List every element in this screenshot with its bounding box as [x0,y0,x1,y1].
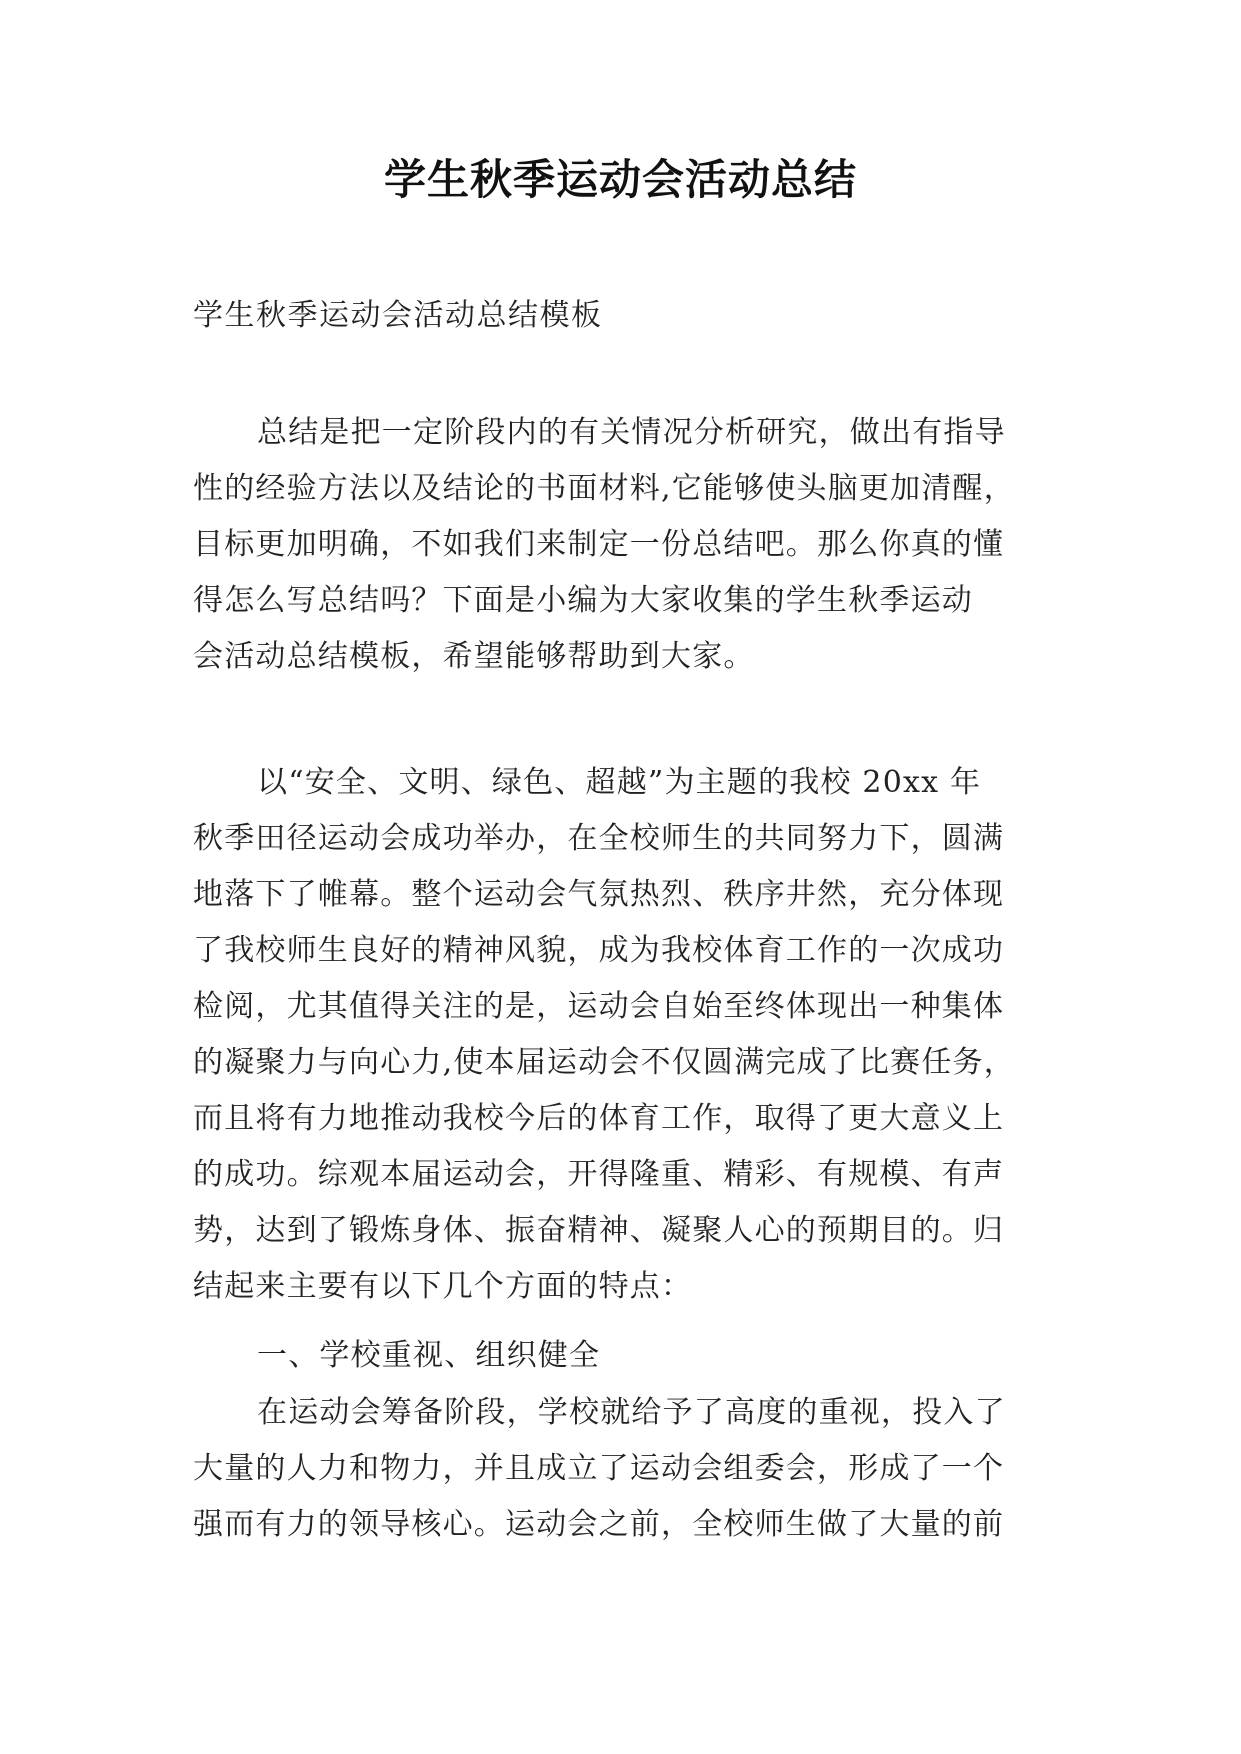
paragraph-section-body [193,1385,1053,1553]
document-title: 学生秋季运动会活动总结 [383,155,857,204]
paragraph-line: 在运动会筹备阶段，学校就给予了高度的重视，投入了 [257,1395,1006,1430]
paragraph-line: 大量的人力和物力，并且成立了运动会组委会，形成了一个 [193,1451,1005,1486]
paragraph-line: 强而有力的领导核心。运动会之前，全校师生做了大量的前 [193,1507,1005,1542]
paragraph-line: 的成功。综观本届运动会，开得隆重、精彩、有规模、有声 [193,1157,1005,1192]
section-heading-text: 一、学校重视、组织健全 [257,1338,601,1373]
paragraph-overview [193,755,1053,1315]
paragraph-line: 地落下了帷幕。整个运动会气氛热烈、秩序井然，充分体现 [193,877,1005,912]
section-heading [193,1328,1053,1384]
paragraph-line: 会活动总结模板，希望能够帮助到大家。 [193,639,755,674]
paragraph-line: 得怎么写总结吗？下面是小编为大家收集的学生秋季运动 [193,583,973,618]
paragraph-line: 目标更加明确，不如我们来制定一份总结吧。那么你真的懂 [193,527,1005,562]
paragraph-line: 而且将有力地推动我校今后的体育工作，取得了更大意义上 [193,1101,1005,1136]
paragraph-line: 性的经验方法以及结论的书面材料,它能够使头脑更加清醒， [193,471,1015,506]
paragraph-line: 的凝聚力与向心力,使本届运动会不仅圆满完成了比赛任务， [193,1045,1015,1080]
paragraph-line: 总结是把一定阶段内的有关情况分析研究，做出有指导 [257,415,1006,450]
paragraph-line: 秋季田径运动会成功举办，在全校师生的共同努力下，圆满 [193,821,1005,856]
paragraph-line: 检阅，尤其值得关注的是，运动会自始至终体现出一种集体 [193,989,1005,1024]
paragraph-introduction [193,405,1053,685]
paragraph-line: 势，达到了锻炼身体、振奋精神、凝聚人心的预期目的。归 [193,1213,1005,1248]
document-subtitle: 学生秋季运动会活动总结模板 [193,298,603,333]
paragraph-line: 结起来主要有以下几个方面的特点： [193,1269,693,1304]
paragraph-line: 了我校师生良好的精神风貌，成为我校体育工作的一次成功 [193,933,1005,968]
paragraph-line: 以“安全、文明、绿色、超越”为主题的我校 20xx 年 [257,765,982,800]
